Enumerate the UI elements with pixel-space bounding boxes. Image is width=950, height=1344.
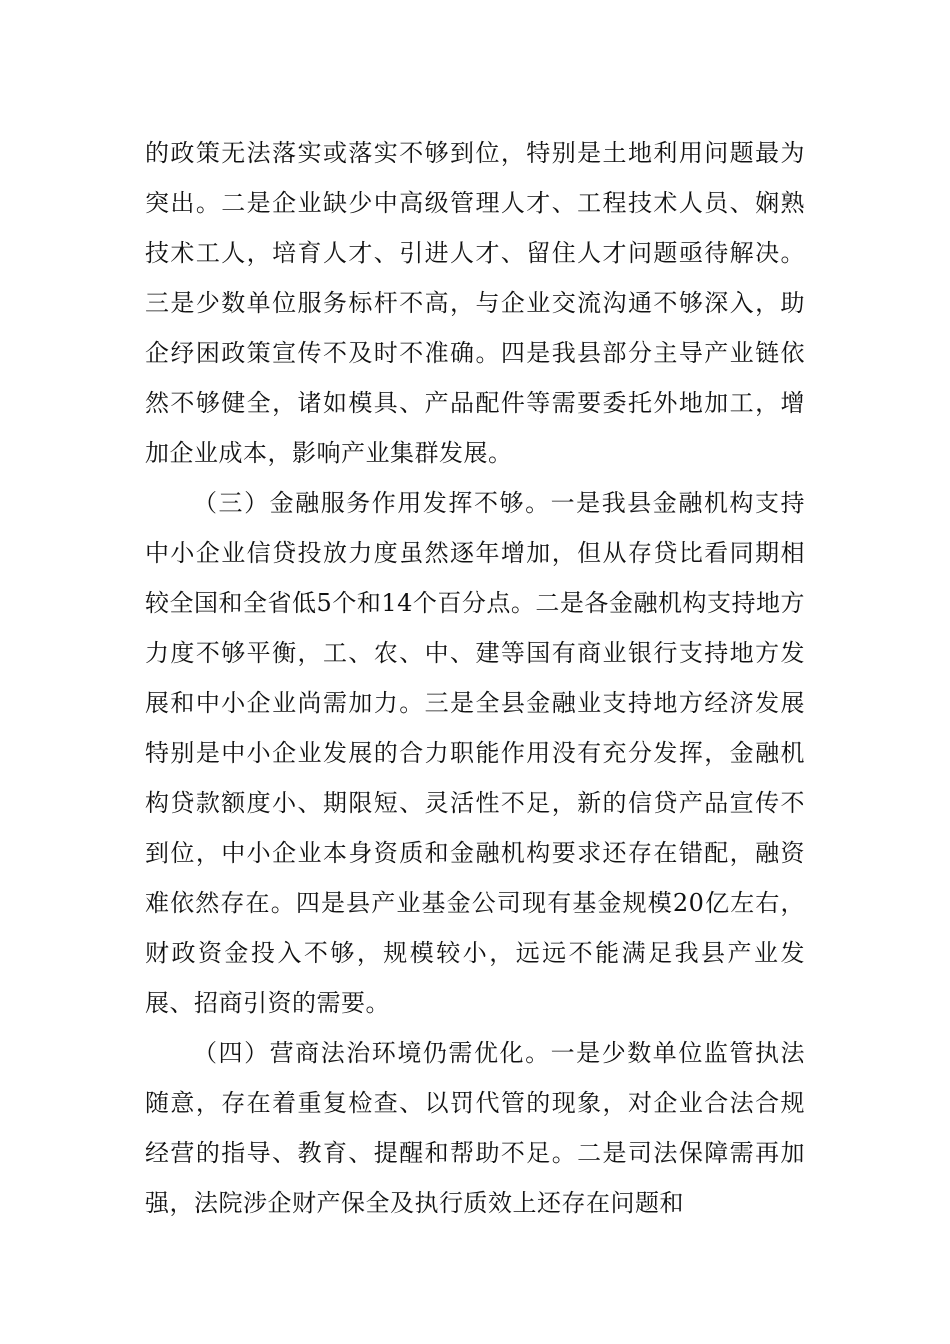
paragraph-section-4-legal: （四）营商法治环境仍需优化。一是少数单位监管执法随意，存在着重复检查、以罚代管的现象，对企业合法合规经营的指导、教育、提醒和帮助不足。二是司法保障需再加强，法院涉企财产保全及执行质效上还存在问题和 xyxy=(145,1039,805,1217)
paragraph-continuation: 的政策无法落实或落实不够到位，特别是土地利用问题最为突出。二是企业缺少中高级管理人才、工程技术人员、娴熟技术工人，培育人才、引进人才、留住人才问题亟待解决。三是少数单位服务标杆不高，与企业交流沟通不够深入，助企纾困政策宣传不及时不准确。四是我县部分主导产业链依然不够健全，诸如模具、产品配件等需要委托外地加工，增加企业成本，影响产业集群发展。 xyxy=(145,139,805,467)
paragraph-section-3-finance: （三）金融服务作用发挥不够。一是我县金融机构支持中小企业信贷投放力度虽然逐年增加，但从存贷比看同期相较全国和全省低5个和14个百分点。二是各金融机构支持地方力度不够平衡，工、农、中、建等国有商业银行支持地方发展和中小企业尚需加力。三是全县金融业支持地方经济发展特别是中小企业发展的合力职能作用没有充分发挥，金融机构贷款额度小、期限短、灵活性不足，新的信贷产品宣传不到位，中小企业本身资质和金融机构要求还存在错配，融资难依然存在。四是县产业基金公司现有基金规模20亿左右，财政资金投入不够，规模较小，远远不能满足我县产业发展、招商引资的需要。 xyxy=(145,489,805,1017)
document-body xyxy=(145,128,805,1228)
